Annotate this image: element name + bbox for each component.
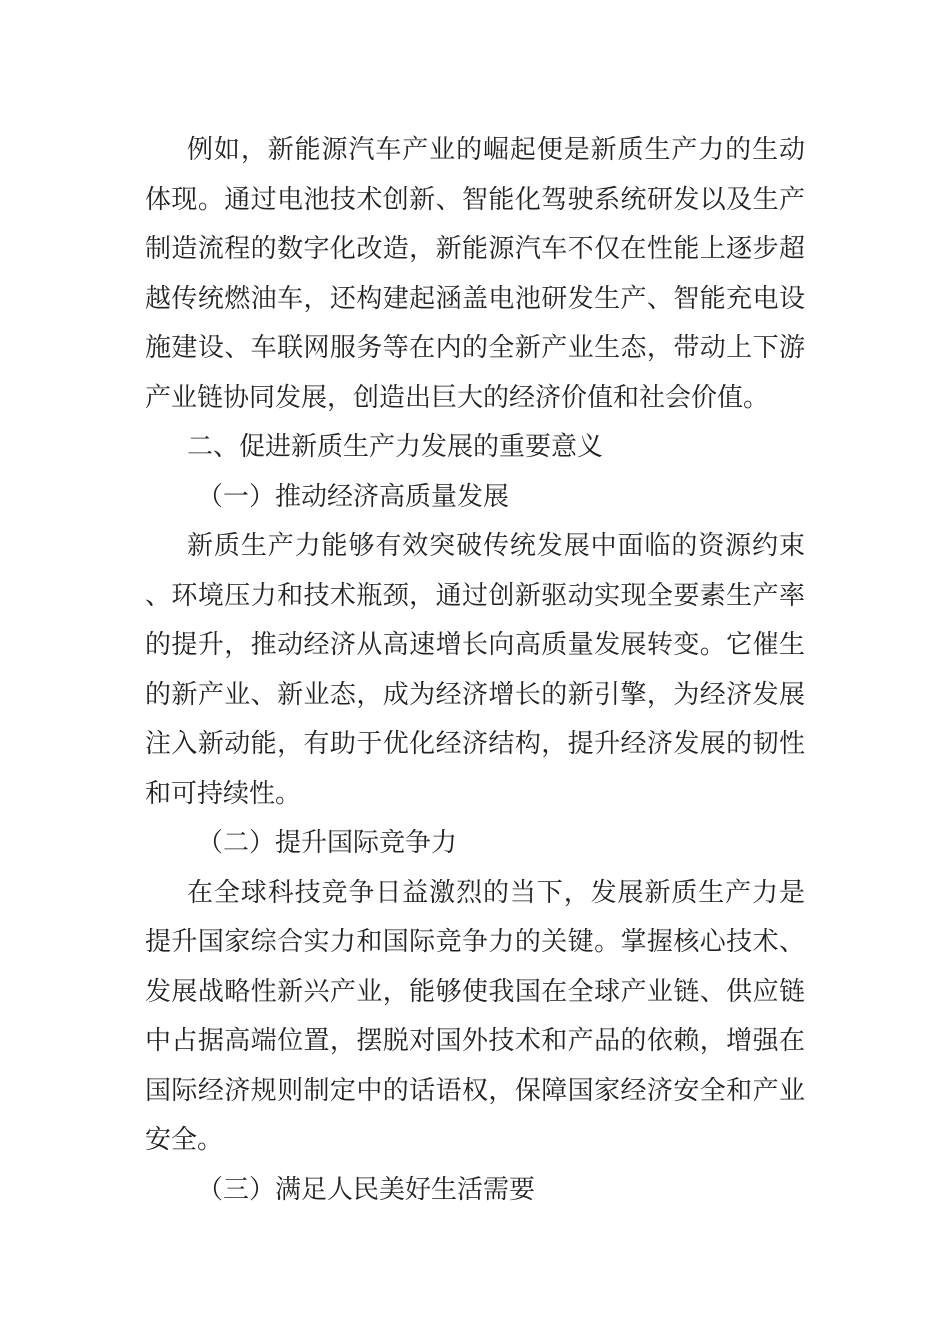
paragraph-international-competitiveness: 在全球科技竞争日益激烈的当下，发展新质生产力是提升国家综合实力和国际竞争力的关键。掌握核心技术、发展战略性新兴产业，能够使我国在全球产业链、供应链中占据高端位置，摆脱对国外技术和产品的依赖，增强在国际经济规则制定中的话语权，保障国家经济安全和产业安全。 [145, 877, 805, 1155]
subheading-high-quality-development: （一）推动经济高质量发展 [197, 481, 510, 512]
paragraph-new-energy-vehicles: 例如，新能源汽车产业的崛起便是新质生产力的生动体现。通过电池技术创新、智能化驾驶系统研发以及生产制造流程的数字化改造，新能源汽车不仅在性能上逐步超越传统燃油车，还构建起涵盖电池研发生产、智能充电设施建设、车联网服务等在内的全新产业生态，带动上下游产业链协同发展，创造出巨大的经济价值和社会价值。 [145, 135, 805, 413]
subheading-better-life-needs: （三）满足人民美好生活需要 [197, 1174, 536, 1205]
subheading-international-competitiveness: （二）提升国际竞争力 [197, 828, 458, 858]
paragraph-high-quality-development: 新质生产力能够有效突破传统发展中面临的资源约束、环境压力和技术瓶颈，通过创新驱动实现全要素生产率的提升，推动经济从高速增长向高质量发展转变。它催生的新产业、新业态，成为经济增长的新引擎，为经济发展注入新动能，有助于优化经济结构，提升经济发展的韧性和可持续性。 [145, 531, 805, 809]
section-heading-importance: 二、促进新质生产力发展的重要意义 [187, 432, 604, 462]
document-body [145, 126, 805, 1215]
